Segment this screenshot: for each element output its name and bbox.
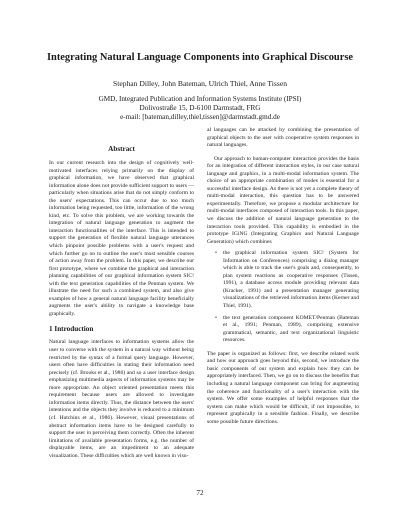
list-item-komet: • the text generation component KOMET/Penman (Bateman et al., 1991; Penman, 1989), comprising extensive grammatical, semantic, and text organizational linguistic resources. xyxy=(215,315,359,345)
right-column xyxy=(207,127,359,500)
paper-title: Integrating Natural Language Components into Graphical Discourse xyxy=(47,52,353,63)
page-number: 72 xyxy=(196,489,204,497)
approach-paragraph: Our approach to human-computer interaction provides the basis for an integration of different interaction styles, in our case natural language and graphics, in a multi-modal information system. The choice of an appropriate combination of modes is essential for a successful interface design. As there is not yet a complete theory of multi-modal interaction, this question has to be answered experimentally. Therefore, we propose a modular architecture for multi-modal interfaces composed of interaction tools. In this paper, we discuss the addition of natural language generation to the interaction tools provided. This capability is embodied in the prototype IGiNG (Integrating Graphics and Natural Language Generation) which combines xyxy=(207,155,359,245)
affiliation-institute: GMD, Integrated Publication and Information Systems Institute (IPSI) xyxy=(98,95,302,103)
abstract-heading: Abstract xyxy=(108,145,135,153)
introduction-heading: 1 Introduction xyxy=(49,325,94,334)
abstract-text: In our current research into the design of cognitively well-motivated interfaces relying primarily on the display of graphical information, we have observed that graphical information alone does not provide sufficient support to users — particularly when situations arise that do not simply conform to the users' expectations. This can occur due to too much information being requested, too little, information of the wrong kind, etc. To solve this problem, we are working towards the integration of natural language generation to augment the interaction functionalities of the interface. This is intended to support the generation of flexible natural language utterances which pinpoint possible problems with a user's request and which further go on to outline the user's most sensible courses of action away from the problem. In this paper, we describe our first prototype, where we combine the graphical and interaction planning capabilities of our graphical information system SIC! with the text generation capabilities of the Penman system. We illustrate the need for such a combined system, and also give examples of how a general natural language facility beneficially augments the user's ability to navigate a knowledge base graphically. xyxy=(49,160,194,317)
list-item-sic: • the graphical information system SIC! (System for Information on Conferences) comprising a dialog manager which is able to track the user's goals and, consequently, to plan system reactions as cooperative responses (Tissen, 1991), a database access module providing relevant data (Kracker, 1991) and a presentation manager generating visualizations of the retrieved information items (Kerner and Thiel, 1991). xyxy=(215,250,359,310)
component-list xyxy=(207,250,359,345)
author-list: Stephan Dilley, John Bateman, Ulrich Thiel, Anne Tissen xyxy=(112,79,287,88)
affiliation-address: Dolivostraße 15, D-6100 Darmstadt, FRG xyxy=(139,104,261,112)
intro-continuation: al languages can be attacked by combining the presentation of graphical objects to the user with cooperative system responses in natural languages. xyxy=(207,127,359,149)
affiliation-email: e-mail: [bateman,dilley,thiel,tissen]@darmstadt.gmd.de xyxy=(120,113,280,121)
left-column xyxy=(49,145,194,500)
introduction-text: Natural language interfaces to information systems allow the user to converse with the system in a natural way without being restricted by the syntax of a formal query language. However, users often have difficulties in stating their information need precisely (cf. Brooks et al., 1986) and so a user interface design emphasizing multimedia aspects of information systems may be more appropriate. An object oriented presentation meets this requirement because users are allowed to investigate information items directly. Thus, the distance between the users' intentions and the objects they involve is reduced to a minimum (cf. Hutchins et al., 1986). However, visual presentations of abstract information items have to be designed carefully to support the user in perceiving them correctly. Often the inherent limitations of available presentation forms, e.g. the number of displayable items, are an impediment to an adequate visualization. These difficulties which are well known in visu- xyxy=(49,339,194,459)
organization-paragraph: The paper is organized as follows: first, we describe related work and how our approach goes beyond this, second, we introduce the basic components of our system and explain how they can be appropriately interfaced. Then, we go on to discuss the benefits that including a natural language component can bring for augmenting the coherence and functionality of a user's interaction with the system. We offer some examples of helpful responses that the system can make which would be difficult, if not impossible, to represent graphically in a sensible fashion. Finally, we describe some possible future directions. xyxy=(207,350,359,425)
